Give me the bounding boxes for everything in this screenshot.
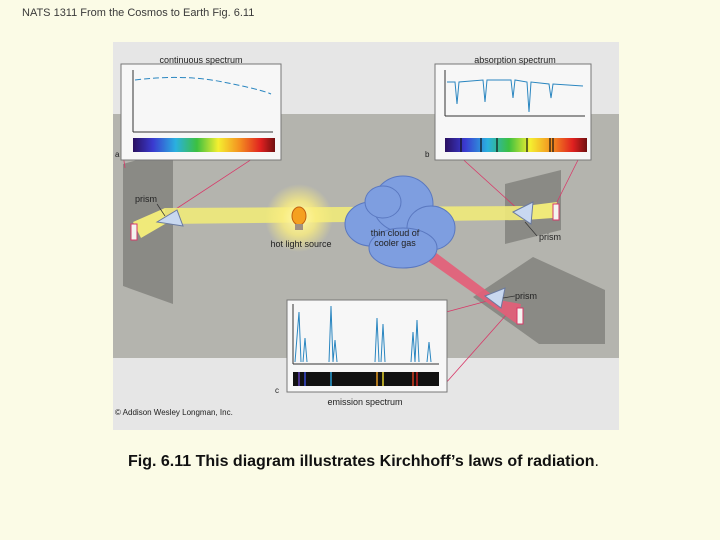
- panel-continuous-spectrum: [115, 55, 281, 160]
- label-light-source: hot light source: [270, 239, 332, 249]
- rainbow-bar-continuous: [133, 138, 275, 152]
- light-bulb-icon: [292, 207, 306, 225]
- panel-a-letter: a: [115, 150, 120, 159]
- label-cloud-line1: thin cloud of: [370, 228, 420, 238]
- panel-absorption-spectrum: [425, 55, 591, 160]
- panel-c-title: emission spectrum: [327, 397, 403, 407]
- label-prism-right: prism: [539, 232, 561, 242]
- caption-tail-punct: .: [594, 453, 599, 470]
- kirchhoff-diagram: [113, 42, 619, 430]
- caption-tail: [527, 453, 599, 470]
- light-bulb-base: [295, 224, 303, 230]
- copyright-credit: © Addison Wesley Longman, Inc.: [115, 408, 233, 417]
- panel-c-letter: c: [275, 386, 279, 395]
- label-cloud-line2: cooler gas: [374, 238, 416, 248]
- panel-b-title: absorption spectrum: [474, 55, 556, 65]
- label-prism-left: prism: [135, 194, 157, 204]
- page-header: NATS 1311 From the Cosmos to Earth Fig. 6.11: [22, 7, 255, 19]
- panel-emission-spectrum: [275, 300, 447, 407]
- screen-lower: [517, 308, 523, 324]
- screen-right: [553, 204, 559, 220]
- screen-left: [131, 224, 137, 240]
- label-prism-lower: prism: [515, 291, 537, 301]
- caption-main: Fig. 6.11 This diagram illustrates Kirchhoff’s laws of: [128, 453, 523, 470]
- panel-a-title: continuous spectrum: [159, 55, 243, 65]
- rainbow-bar-absorption: [445, 138, 587, 152]
- figure-caption: [128, 452, 608, 472]
- caption-tail-word: radiation: [526, 453, 595, 470]
- panel-b-letter: b: [425, 150, 430, 159]
